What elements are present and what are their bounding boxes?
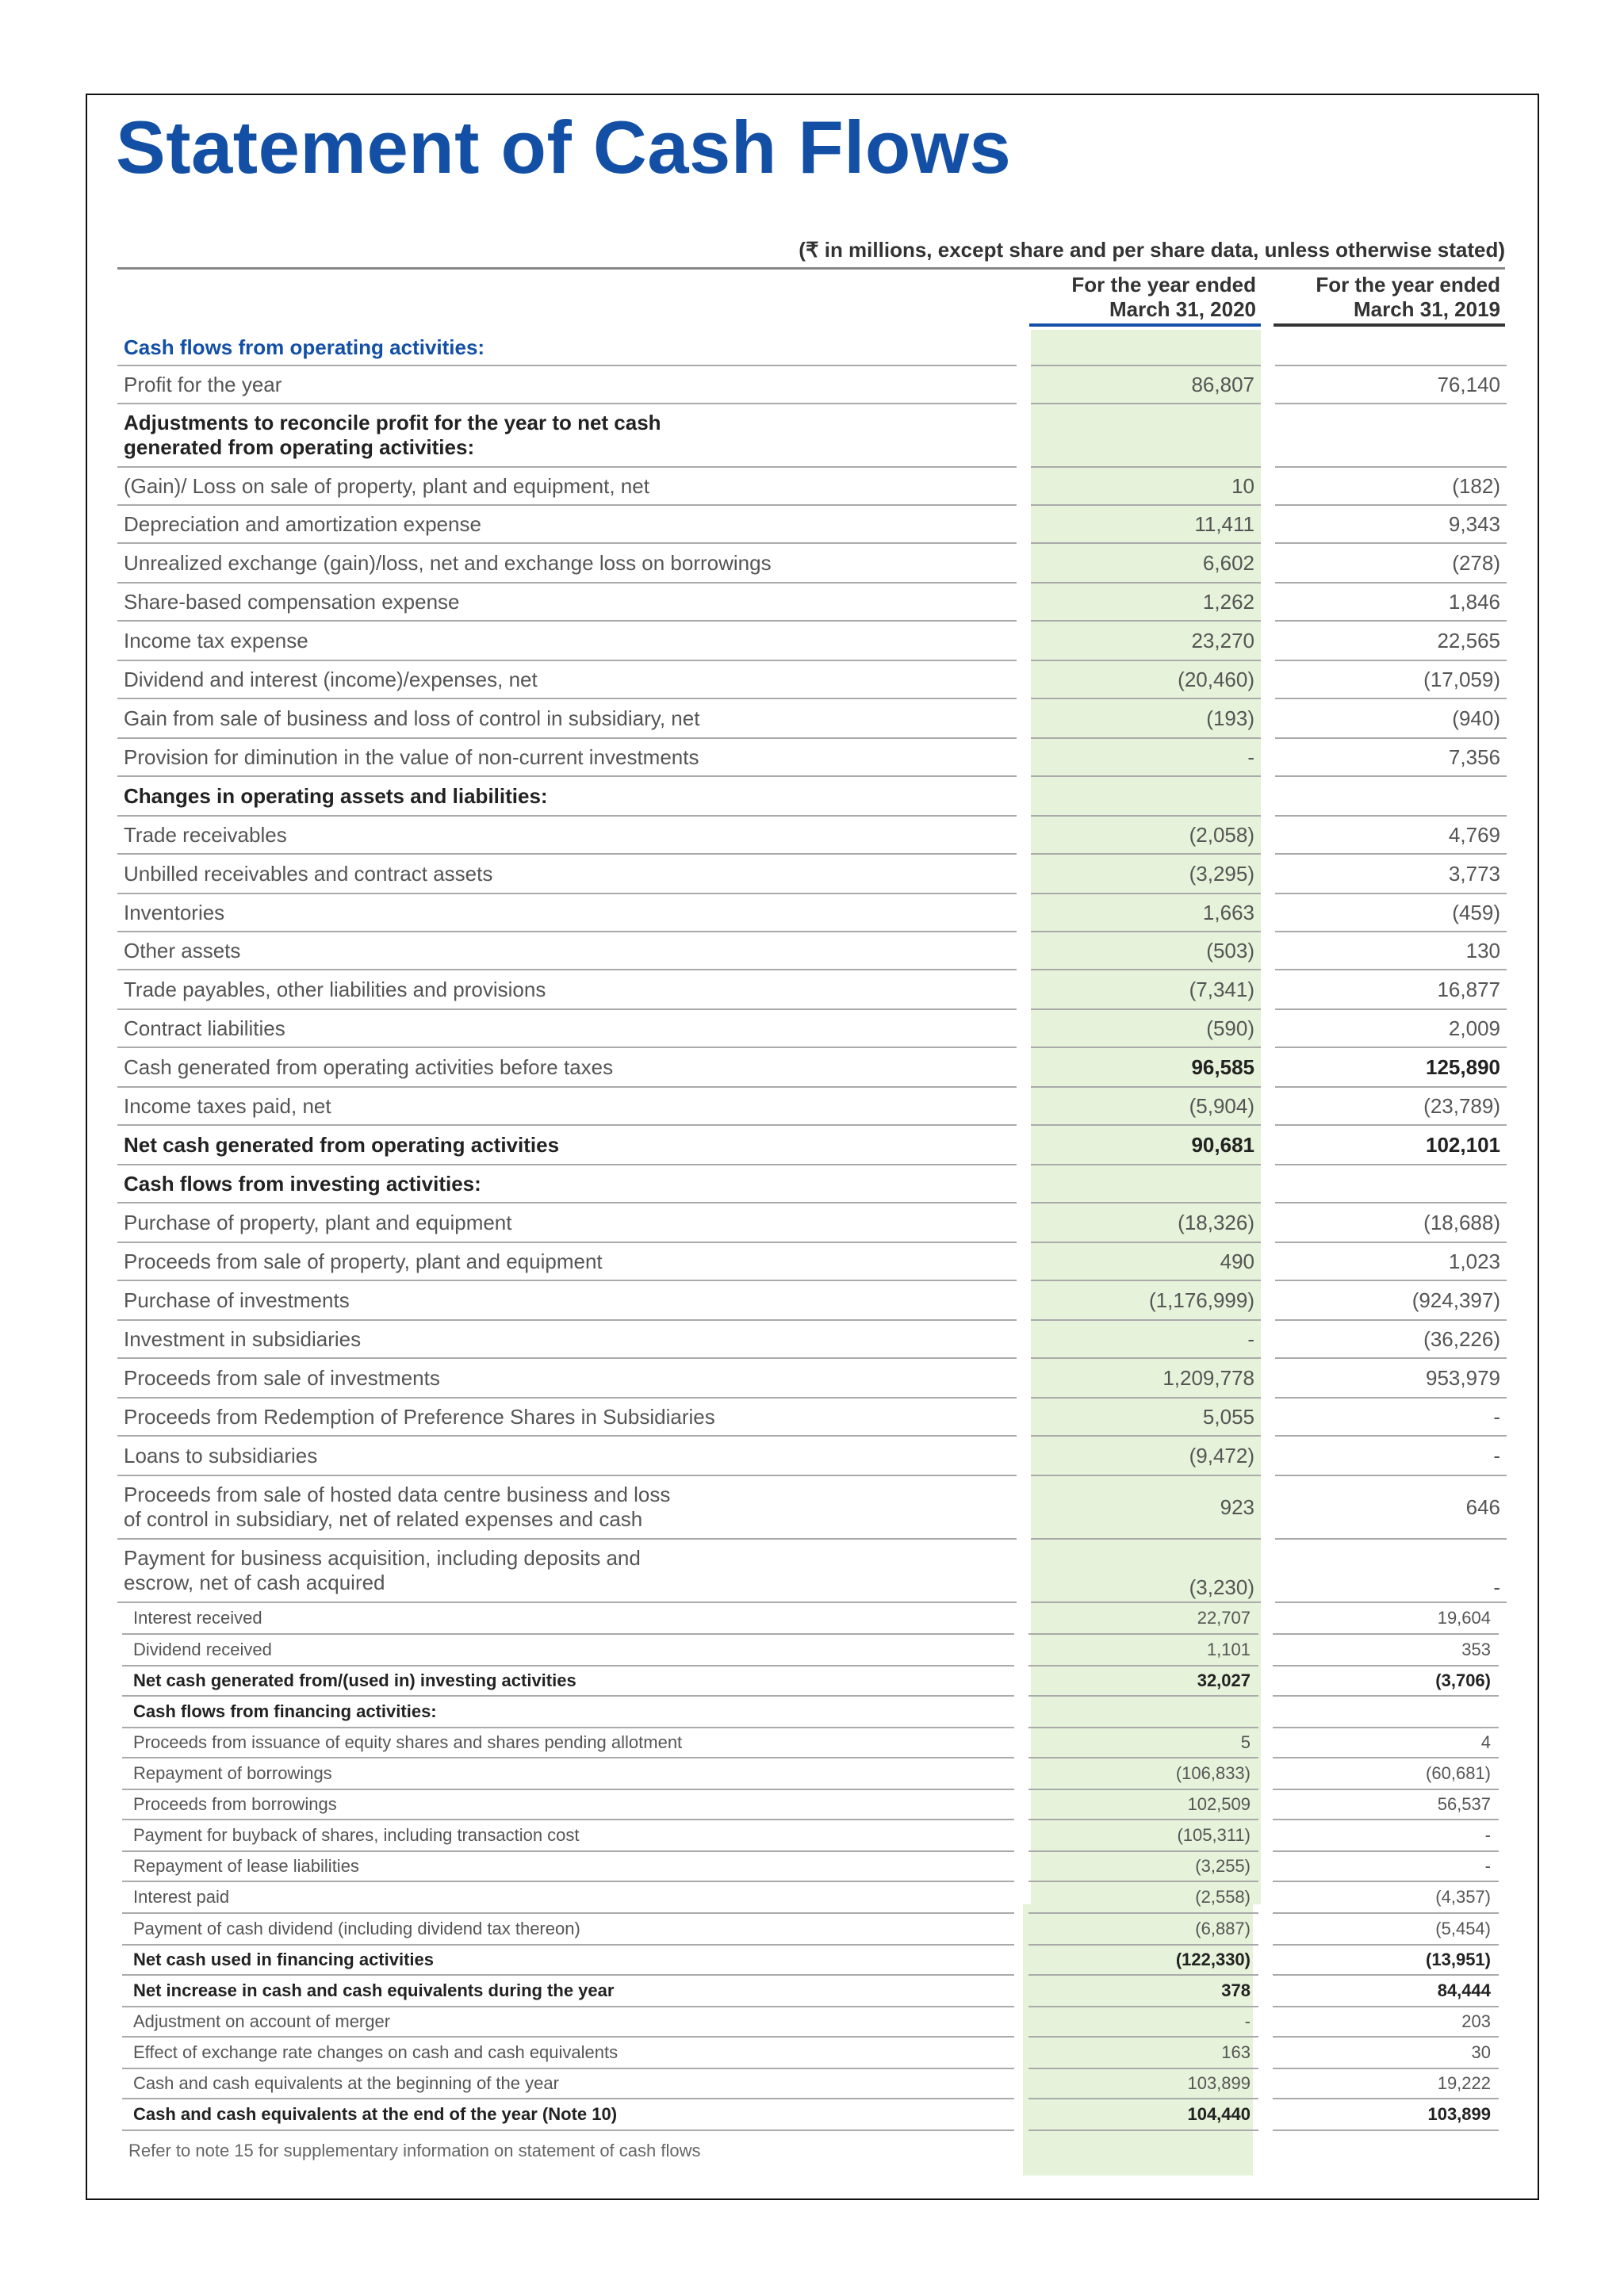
table-row — [117, 817, 1507, 855]
value-current-year: (5,904) — [1031, 1088, 1261, 1126]
value-prior-year: (60,681) — [1273, 1758, 1499, 1790]
row-label: (Gain)/ Loss on sale of property, plant and equipment, net — [117, 468, 1017, 506]
row-label: Proceeds from sale of property, plant and equipment — [117, 1243, 1017, 1281]
value-prior-year: 9,343 — [1275, 506, 1507, 544]
value-prior-year: 353 — [1273, 1635, 1499, 1667]
value-prior-year: (4,357) — [1273, 1882, 1499, 1914]
table-row — [122, 1790, 1499, 1820]
value-current-year: 5,055 — [1031, 1399, 1261, 1437]
row-label: Dividend received — [122, 1635, 1014, 1667]
value-current-year: - — [1031, 739, 1261, 777]
value-current-year: 6,602 — [1031, 544, 1261, 584]
value-current-year: (105,311) — [1028, 1820, 1258, 1852]
value-current-year — [1028, 1697, 1258, 1728]
value-prior-year: (924,397) — [1275, 1281, 1507, 1321]
value-prior-year: (13,951) — [1273, 1946, 1499, 1976]
value-prior-year: 1,023 — [1275, 1243, 1507, 1281]
row-label: Net cash generated from/(used in) investing activities — [122, 1667, 1014, 1697]
value-prior-year: 1,846 — [1275, 584, 1507, 622]
table-row — [117, 894, 1507, 932]
table-row — [122, 1852, 1499, 1882]
value-current-year: (3,230) — [1031, 1540, 1261, 1603]
value-prior-year: 130 — [1275, 932, 1507, 970]
value-current-year: 103,899 — [1028, 2069, 1258, 2099]
row-label: Cash flows from operating activities: — [117, 330, 1017, 366]
unit-note: (₹ in millions, except share and per share data, unless otherwise stated) — [799, 238, 1505, 262]
value-current-year: 923 — [1031, 1476, 1261, 1540]
value-prior-year: 646 — [1275, 1476, 1507, 1540]
value-current-year: 96,585 — [1031, 1048, 1261, 1088]
row-label: Proceeds from issuance of equity shares and shares pending allotment — [122, 1728, 1014, 1758]
table-row — [117, 1126, 1507, 1165]
row-label: Cash and cash equivalents at the beginning of the year — [122, 2069, 1014, 2099]
row-label: Payment of cash dividend (including dividend tax thereon) — [122, 1914, 1014, 1946]
value-prior-year — [1275, 1165, 1507, 1203]
table-row — [122, 2099, 1499, 2131]
row-label: Trade payables, other liabilities and provisions — [117, 970, 1017, 1010]
row-label: Net increase in cash and cash equivalents during the year — [122, 1976, 1014, 2007]
table-row — [117, 1088, 1507, 1126]
value-current-year: 102,509 — [1028, 1790, 1258, 1820]
value-current-year — [1031, 330, 1261, 366]
row-label: Purchase of investments — [117, 1281, 1017, 1321]
row-label: Share-based compensation expense — [117, 584, 1017, 622]
row-label: Investment in subsidiaries — [117, 1321, 1017, 1359]
table-row — [117, 932, 1507, 970]
value-prior-year: 4 — [1273, 1728, 1499, 1758]
top-rule — [117, 267, 1505, 270]
value-current-year: (122,330) — [1028, 1946, 1258, 1976]
value-prior-year: (278) — [1275, 544, 1507, 584]
value-prior-year: 76,140 — [1275, 366, 1507, 404]
row-label: Other assets — [117, 932, 1017, 970]
value-prior-year: 22,565 — [1275, 622, 1507, 661]
table-row — [117, 1165, 1507, 1203]
row-label: Dividend and interest (income)/expenses, net — [117, 661, 1017, 699]
value-prior-year: 19,604 — [1273, 1603, 1499, 1635]
value-prior-year: (459) — [1275, 894, 1507, 932]
value-prior-year: 953,979 — [1275, 1359, 1507, 1399]
row-label: Net cash generated from operating activities — [117, 1126, 1017, 1165]
value-current-year: (20,460) — [1031, 661, 1261, 699]
table-row — [117, 1048, 1507, 1088]
row-label: Adjustment on account of merger — [122, 2007, 1014, 2038]
column-header-current-year: For the year ended March 31, 2020 — [1071, 273, 1256, 321]
value-prior-year — [1275, 330, 1507, 366]
value-prior-year: - — [1275, 1437, 1507, 1476]
row-label: Unbilled receivables and contract assets — [117, 855, 1017, 894]
row-label: Interest received — [122, 1603, 1014, 1635]
row-label: Cash and cash equivalents at the end of the year (Note 10) — [122, 2099, 1014, 2131]
value-current-year: 32,027 — [1028, 1667, 1258, 1697]
row-label: Payment for business acquisition, including deposits and escrow, net of cash acquired — [117, 1540, 1017, 1603]
table-row — [117, 739, 1507, 777]
value-current-year: 5 — [1028, 1728, 1258, 1758]
row-label: Interest paid — [122, 1882, 1014, 1914]
value-prior-year: 102,101 — [1275, 1126, 1507, 1165]
value-current-year: (2,058) — [1031, 817, 1261, 855]
row-label: Depreciation and amortization expense — [117, 506, 1017, 544]
value-prior-year: (3,706) — [1273, 1667, 1499, 1697]
value-prior-year: 19,222 — [1273, 2069, 1499, 2099]
value-current-year: (7,341) — [1031, 970, 1261, 1010]
row-label: Loans to subsidiaries — [117, 1437, 1017, 1476]
row-label: Proceeds from sale of hosted data centre business and loss of control in subsidiary, net of related expenses and cash — [117, 1476, 1017, 1540]
value-current-year: (9,472) — [1031, 1437, 1261, 1476]
value-prior-year — [1275, 777, 1507, 817]
value-current-year: (590) — [1031, 1010, 1261, 1048]
value-current-year: (503) — [1031, 932, 1261, 970]
table-row — [117, 1359, 1507, 1399]
table-row — [117, 1281, 1507, 1321]
value-current-year: 86,807 — [1031, 366, 1261, 404]
value-prior-year — [1275, 404, 1507, 468]
row-label: Provision for diminution in the value of non-current investments — [117, 739, 1017, 777]
value-current-year — [1031, 404, 1261, 468]
value-prior-year: 3,773 — [1275, 855, 1507, 894]
row-label: Adjustments to reconcile profit for the year to net cash generated from operating activities: — [117, 404, 1017, 468]
value-prior-year: 30 — [1273, 2038, 1499, 2069]
value-current-year: 1,663 — [1031, 894, 1261, 932]
value-prior-year: (18,688) — [1275, 1203, 1507, 1243]
table-row — [117, 330, 1507, 366]
table-row — [117, 855, 1507, 894]
value-current-year: (6,887) — [1028, 1914, 1258, 1946]
value-prior-year: 7,356 — [1275, 739, 1507, 777]
value-prior-year: - — [1273, 1820, 1499, 1852]
table-row — [117, 1437, 1507, 1476]
row-label: Repayment of lease liabilities — [122, 1852, 1014, 1882]
value-prior-year: - — [1275, 1540, 1507, 1603]
table-row — [122, 1635, 1499, 1667]
table-row — [122, 1882, 1499, 1914]
row-label: Proceeds from sale of investments — [117, 1359, 1017, 1399]
table-row — [117, 468, 1507, 506]
column-header-prior-year: For the year ended March 31, 2019 — [1316, 273, 1500, 321]
row-label: Gain from sale of business and loss of control in subsidiary, net — [117, 699, 1017, 739]
table-row — [122, 2038, 1499, 2069]
value-prior-year: - — [1273, 1852, 1499, 1882]
value-current-year: 163 — [1028, 2038, 1258, 2069]
table-row — [122, 1697, 1499, 1728]
row-label: Contract liabilities — [117, 1010, 1017, 1048]
table-row — [117, 970, 1507, 1010]
value-prior-year: 103,899 — [1273, 2099, 1499, 2131]
value-prior-year: 16,877 — [1275, 970, 1507, 1010]
value-current-year: 90,681 — [1031, 1126, 1261, 1165]
page-title: Statement of Cash Flows — [116, 105, 1012, 189]
value-prior-year: 125,890 — [1275, 1048, 1507, 1088]
table-row — [117, 1476, 1507, 1540]
value-current-year: (18,326) — [1031, 1203, 1261, 1243]
value-prior-year: 84,444 — [1273, 1976, 1499, 2007]
row-label: Repayment of borrowings — [122, 1758, 1014, 1790]
value-prior-year: 4,769 — [1275, 817, 1507, 855]
footnote: Refer to note 15 for supplementary information on statement of cash flows — [128, 2141, 701, 2160]
table-row — [122, 1603, 1499, 1635]
value-current-year: (1,176,999) — [1031, 1281, 1261, 1321]
value-current-year: 1,101 — [1028, 1635, 1258, 1667]
row-label: Trade receivables — [117, 817, 1017, 855]
table-row — [122, 1667, 1499, 1697]
value-current-year: 23,270 — [1031, 622, 1261, 661]
row-label: Payment for buyback of shares, including transaction cost — [122, 1820, 1014, 1852]
value-prior-year: - — [1275, 1399, 1507, 1437]
table-row — [122, 1820, 1499, 1852]
value-current-year — [1031, 777, 1261, 817]
value-current-year: (106,833) — [1028, 1758, 1258, 1790]
table-row — [122, 1946, 1499, 1976]
row-label: Cash generated from operating activities before taxes — [117, 1048, 1017, 1088]
row-label: Changes in operating assets and liabilities: — [117, 777, 1017, 817]
value-current-year: 1,209,778 — [1031, 1359, 1261, 1399]
table-row — [117, 544, 1507, 584]
table-row — [122, 2069, 1499, 2099]
value-prior-year — [1273, 1697, 1499, 1728]
table-row — [117, 366, 1507, 404]
table-row — [117, 1243, 1507, 1281]
table-row — [122, 1728, 1499, 1758]
value-prior-year: (23,789) — [1275, 1088, 1507, 1126]
value-prior-year: 2,009 — [1275, 1010, 1507, 1048]
table-row — [122, 1914, 1499, 1946]
table-row — [117, 1540, 1507, 1603]
value-current-year: - — [1028, 2007, 1258, 2038]
value-current-year: (3,255) — [1028, 1852, 1258, 1882]
table-row — [117, 622, 1507, 661]
value-current-year: 378 — [1028, 1976, 1258, 2007]
row-label: Income taxes paid, net — [117, 1088, 1017, 1126]
table-row — [117, 1203, 1507, 1243]
value-current-year: 10 — [1031, 468, 1261, 506]
row-label: Profit for the year — [117, 366, 1017, 404]
value-prior-year: (36,226) — [1275, 1321, 1507, 1359]
row-label: Cash flows from financing activities: — [122, 1697, 1014, 1728]
header-rule-current — [1029, 323, 1261, 327]
row-label: Proceeds from Redemption of Preference Shares in Subsidiaries — [117, 1399, 1017, 1437]
value-prior-year: (940) — [1275, 699, 1507, 739]
value-current-year — [1031, 1165, 1261, 1203]
value-current-year: (193) — [1031, 699, 1261, 739]
table-row — [122, 2007, 1499, 2038]
row-label: Income tax expense — [117, 622, 1017, 661]
value-current-year: (2,558) — [1028, 1882, 1258, 1914]
table-row — [122, 1758, 1499, 1790]
table-row — [117, 699, 1507, 739]
table-row — [117, 1399, 1507, 1437]
row-label: Unrealized exchange (gain)/loss, net and exchange loss on borrowings — [117, 544, 1017, 584]
value-current-year: 22,707 — [1028, 1603, 1258, 1635]
row-label: Inventories — [117, 894, 1017, 932]
row-label: Effect of exchange rate changes on cash and cash equivalents — [122, 2038, 1014, 2069]
value-prior-year: 203 — [1273, 2007, 1499, 2038]
table-row — [122, 1976, 1499, 2007]
value-current-year: - — [1031, 1321, 1261, 1359]
table-row — [117, 506, 1507, 544]
value-current-year: 104,440 — [1028, 2099, 1258, 2131]
value-current-year: 1,262 — [1031, 584, 1261, 622]
row-label: Cash flows from investing activities: — [117, 1165, 1017, 1203]
table-row — [117, 1010, 1507, 1048]
value-prior-year: (17,059) — [1275, 661, 1507, 699]
table-row — [117, 661, 1507, 699]
value-prior-year: (182) — [1275, 468, 1507, 506]
table-row — [117, 1321, 1507, 1359]
value-current-year: (3,295) — [1031, 855, 1261, 894]
table-row — [117, 777, 1507, 817]
value-prior-year: (5,454) — [1273, 1914, 1499, 1946]
table-row — [117, 584, 1507, 622]
header-rule-prior — [1274, 323, 1505, 327]
table-row — [117, 404, 1507, 468]
row-label: Net cash used in financing activities — [122, 1946, 1014, 1976]
value-prior-year: 56,537 — [1273, 1790, 1499, 1820]
row-label: Proceeds from borrowings — [122, 1790, 1014, 1820]
value-current-year: 11,411 — [1031, 506, 1261, 544]
row-label: Purchase of property, plant and equipment — [117, 1203, 1017, 1243]
value-current-year: 490 — [1031, 1243, 1261, 1281]
